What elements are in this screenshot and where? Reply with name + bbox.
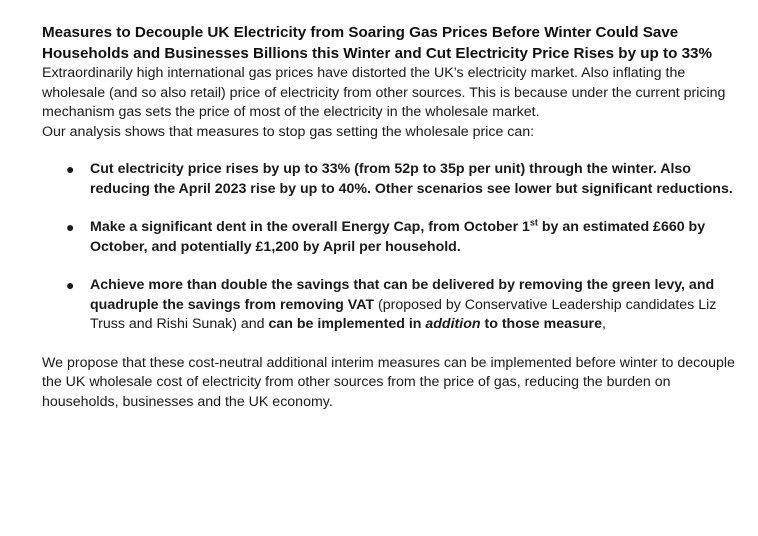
list-item: [42, 218, 742, 257]
list-item: [42, 276, 742, 335]
document: [42, 22, 742, 412]
intro-paragraph: Extraordinarily high international gas prices have distorted the UK’s electricity market. Also inflating the wholesale (and so also retail) price of electricity from other sources. This is because under the current pricing mechanism gas sets the price of most of the electricity in the wholesale market.: [42, 65, 726, 120]
findings-list: [42, 160, 742, 335]
bullet-icon: ●: [66, 219, 75, 235]
bullet-text-bold: can be implemented in: [268, 316, 426, 332]
bullet-text-normal: (proposed by Conservative Leadership candidates Liz Truss and Rishi Sunak) and: [90, 296, 717, 332]
ordinal-suffix: st: [529, 217, 538, 228]
bullet-text-bold: to those measure: [480, 316, 602, 332]
bullet-text-emphasis: addition: [425, 316, 481, 332]
bullet-text-part: Make a significant dent in the overall Energy Cap, from October 1: [90, 219, 530, 235]
bullet-text: [90, 277, 716, 332]
bullet-icon: ●: [66, 277, 75, 293]
list-item: [42, 160, 742, 199]
bullet-text: [90, 219, 705, 255]
analysis-paragraph: Our analysis shows that measures to stop gas setting the wholesale price can:: [42, 123, 535, 140]
bullet-text-normal: ,: [601, 316, 606, 332]
bullet-text-part: by an estimated £660 by October, and potentially £1,200 by April per household.: [90, 219, 706, 255]
bullet-text: Cut electricity price rises by up to 33% (from 52p to 35p per unit) through the winter. Also reducing the April 2023 rise by up to 40%. Other scenarios see lower but significant reductions.: [90, 161, 733, 197]
bullet-text-bold: Achieve more than double the savings that can be delivered by removing the green levy, and quadruple the savings from removing VAT: [90, 277, 715, 313]
bullet-icon: ●: [66, 161, 75, 177]
document-title: Measures to Decouple UK Electricity from Soaring Gas Prices Before Winter Could Save Households and Businesses Billions this Winter and Cut Electricity Price Rises by up to 33%: [42, 24, 712, 62]
proposal-paragraph: We propose that these cost-neutral additional interim measures can be implemented before winter to decouple the UK wholesale cost of electricity from other sources from the price of gas, reducing the burden on households, businesses and the UK economy.: [42, 354, 735, 410]
